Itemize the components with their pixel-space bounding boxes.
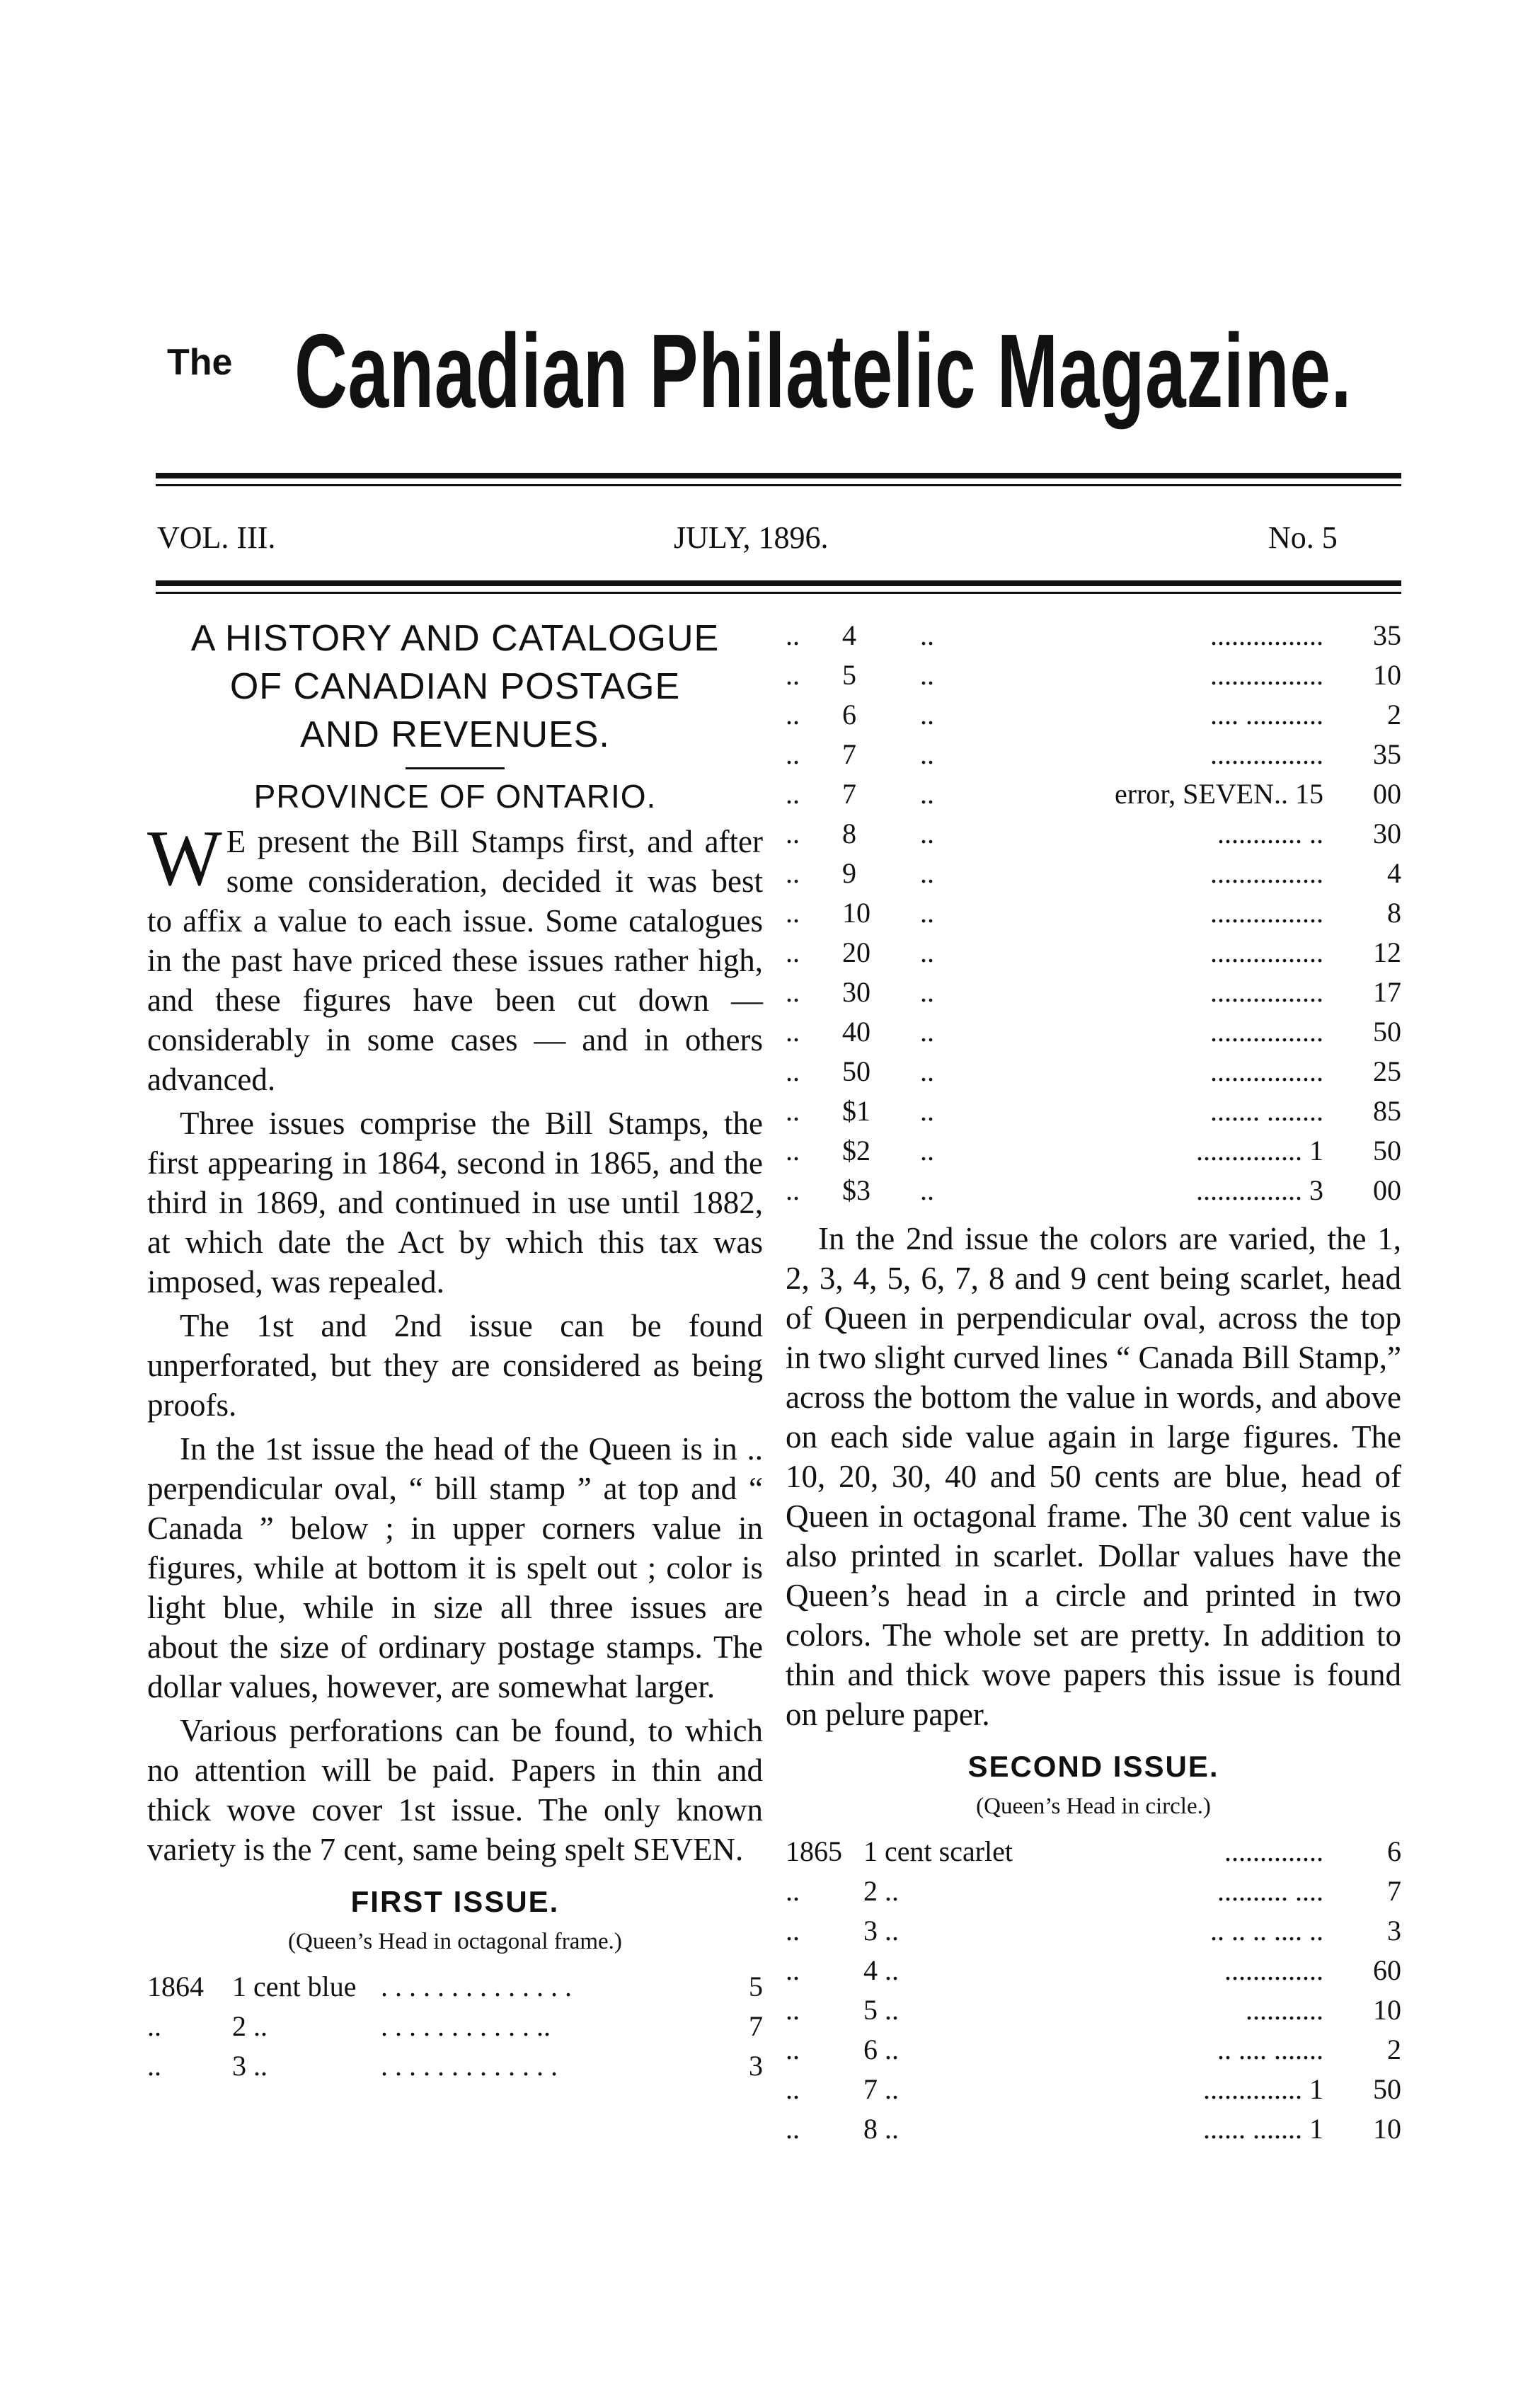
table-row — [786, 655, 1401, 695]
value-cell: 20 — [842, 936, 870, 968]
value-cell: 2 .. — [232, 2010, 268, 2042]
table-row — [786, 1990, 1401, 2030]
ditto-cell: .. — [920, 1055, 934, 1087]
ditto-cell: .. — [920, 778, 934, 810]
leader-cell: . . . . . . . . . . . .. — [381, 2010, 551, 2042]
table-row — [786, 695, 1401, 735]
year-cell: .. — [786, 1875, 800, 1907]
table-row — [786, 1832, 1401, 1871]
table-row — [786, 2109, 1401, 2149]
year-cell: 1864 — [147, 1971, 204, 2002]
ditto-cell: .. — [786, 738, 800, 770]
year-cell: .. — [786, 1994, 800, 2026]
ditto-cell: .. — [786, 1174, 800, 1206]
value-cell: 2 .. — [863, 1875, 899, 1907]
price-cell: 12 — [1373, 936, 1401, 968]
article-title-line-3: AND REVENUES. — [300, 714, 610, 755]
price-cell: 2 — [1387, 699, 1401, 730]
ditto-cell: .. — [920, 699, 934, 730]
paragraph-issues: Three issues comprise the Bill Stamps, the first appearing in 1864, second in 1865, and the third in 1869, and continued in use until 1882, at which date the Act by which this tax was imposed, was repealed. — [147, 1106, 763, 1300]
ditto-cell: .. — [920, 936, 934, 968]
year-cell: .. — [147, 2050, 161, 2082]
ditto-cell: .. — [920, 1135, 934, 1166]
price-cell: 85 — [1373, 1095, 1401, 1127]
masthead-title: Canadian Philatelic Magazine. — [294, 313, 1352, 430]
right-column — [786, 616, 1401, 2149]
price-cell: 3 — [749, 2050, 763, 2082]
table-row — [786, 854, 1401, 893]
leader-cell: .......... .... — [1217, 1875, 1323, 1907]
value-cell: 9 — [842, 857, 856, 889]
value-cell: 8 .. — [863, 2113, 899, 2145]
ditto-cell: .. — [920, 818, 934, 849]
price-cell: 5 — [749, 1971, 763, 2002]
ditto-cell: .. — [786, 619, 800, 651]
leader-cell: ................ — [1210, 936, 1323, 968]
leader-cell: .. .. .. .... .. — [1210, 1915, 1323, 1946]
ditto-cell: .. — [786, 778, 800, 810]
leader-cell: ...... ....... 1 — [1203, 2113, 1323, 2145]
article-title-line-2: OF CANADIAN POSTAGE — [229, 666, 681, 707]
price-cell: 50 — [1373, 1016, 1401, 1048]
first-issue-heading: FIRST ISSUE. — [350, 1885, 560, 1918]
leader-cell: ....... ........ — [1210, 1095, 1323, 1127]
paragraph-perforations: Various perforations can be found, to which no attention will be paid. Papers in thin and thick wove cover 1st issue. The only known variety is the 7 cent, same being spelt SEVEN. — [147, 1713, 763, 1867]
year-cell: .. — [147, 2010, 161, 2042]
first-issue-table — [147, 1967, 763, 2086]
leader-cell: error, SEVEN.. 15 — [1115, 778, 1323, 810]
paragraph-intro-text: E present the Bill Stamps first, and after some consideration, decided it was best to affix a value to each issue. Some catalogues in the past have priced these issues rather high, and these figures have been cut down — considerably in some cases — and in others advanced. — [147, 824, 763, 1097]
value-cell: 5 — [842, 659, 856, 691]
price-cell: 00 — [1373, 778, 1401, 810]
price-cell: 10 — [1373, 2113, 1401, 2145]
leader-cell: . . . . . . . . . . . . . . — [381, 1971, 572, 2002]
price-cell: 3 — [1387, 1915, 1401, 1946]
table-row — [786, 1911, 1401, 1951]
ditto-cell: .. — [920, 976, 934, 1008]
ditto-cell: .. — [920, 1174, 934, 1206]
leader-cell: .............. — [1224, 1835, 1323, 1867]
value-cell: 10 — [842, 897, 870, 929]
ditto-cell: .. — [920, 897, 934, 929]
value-cell: 1 cent blue — [232, 1971, 357, 2002]
year-cell: .. — [786, 2113, 800, 2145]
price-cell: 8 — [1387, 897, 1401, 929]
paragraph-intro — [147, 815, 763, 1099]
leader-cell: .... ........... — [1210, 699, 1323, 730]
leader-cell: .............. 1 — [1203, 2073, 1323, 2105]
leader-cell: ................ — [1210, 619, 1323, 651]
header-rule-thin — [156, 592, 1401, 594]
table-row — [786, 2030, 1401, 2070]
table-row — [786, 893, 1401, 933]
leader-cell: ................ — [1210, 897, 1323, 929]
leader-cell: ............... 1 — [1196, 1135, 1323, 1166]
second-issue-heading: SECOND ISSUE. — [967, 1750, 1219, 1783]
table-row — [147, 2046, 763, 2086]
paragraph-second-issue: In the 2nd issue the colors are varied, the 1, 2, 3, 4, 5, 6, 7, 8 and 9 cent being scarlet, head of Queen in perpendicular oval, across the top in two slight curved lines “ Canada Bill Stamp,” across the bottom the value in words, and above on each side value again in large figures. The 10, 20, 30, 40 and 50 cents are blue, head of Queen in octagonal frame. The 30 cent value is also printed in scarlet. Dollar values have the Queen’s head in a circle and printed in two colors. The whole set are pretty. In addition to thin and thick wove papers this issue is found on pelure paper. — [786, 1221, 1401, 1732]
value-cell: 50 — [842, 1055, 870, 1087]
value-cell: 40 — [842, 1016, 870, 1048]
ditto-cell: .. — [920, 1095, 934, 1127]
price-cell: 50 — [1373, 1135, 1401, 1166]
ditto-cell: .. — [920, 857, 934, 889]
price-cell: 25 — [1373, 1055, 1401, 1087]
table-row — [786, 2070, 1401, 2109]
second-issue-table — [786, 1832, 1401, 2149]
value-cell: 30 — [842, 976, 870, 1008]
ditto-cell: .. — [786, 659, 800, 691]
ditto-cell: .. — [920, 1016, 934, 1048]
ditto-cell: .. — [786, 1055, 800, 1087]
price-cell: 7 — [1387, 1875, 1401, 1907]
masthead-rule-thin — [156, 484, 1401, 486]
table-row — [786, 616, 1401, 655]
value-cell: 3 .. — [232, 2050, 268, 2082]
leader-cell: ................ — [1210, 857, 1323, 889]
ditto-cell: .. — [920, 738, 934, 770]
price-cell: 35 — [1373, 738, 1401, 770]
year-cell: .. — [786, 2073, 800, 2105]
leader-cell: ................ — [1210, 1055, 1323, 1087]
price-cell: 6 — [1387, 1835, 1401, 1867]
value-cell: 3 .. — [863, 1915, 899, 1946]
value-cell: 7 — [842, 738, 856, 770]
table-row — [786, 814, 1401, 854]
value-cell: 6 .. — [863, 2034, 899, 2065]
table-row — [786, 1052, 1401, 1091]
value-cell: 4 — [842, 619, 856, 651]
year-cell: 1865 — [786, 1835, 842, 1867]
ditto-cell: .. — [786, 897, 800, 929]
value-cell: 4 .. — [863, 1954, 899, 1986]
leader-cell: .. .... ....... — [1217, 2034, 1323, 2065]
volume-label: VOL. III. — [157, 520, 276, 555]
header-rule — [156, 580, 1401, 586]
ditto-cell: .. — [786, 857, 800, 889]
leader-cell: . . . . . . . . . . . . . — [381, 2050, 558, 2082]
article-title-line-1: A HISTORY AND CATALOGUE — [190, 618, 720, 659]
ditto-cell: .. — [786, 1016, 800, 1048]
price-cell: 10 — [1373, 1994, 1401, 2026]
ditto-cell: .. — [786, 1135, 800, 1166]
price-cell: 50 — [1373, 2073, 1401, 2105]
price-cell: 4 — [1387, 857, 1401, 889]
first-issue-subheading: (Queen’s Head in octagonal frame.) — [288, 1929, 622, 1954]
leader-cell: ........... — [1246, 1994, 1323, 2026]
price-cell: 10 — [1373, 659, 1401, 691]
ditto-cell: .. — [920, 659, 934, 691]
value-cell: 6 — [842, 699, 856, 730]
leader-cell: ................ — [1210, 1016, 1323, 1048]
price-cell: 7 — [749, 2010, 763, 2042]
paragraph-proofs: The 1st and 2nd issue can be found unperforated, but they are considered as being proofs. — [147, 1308, 763, 1423]
table-row — [786, 1091, 1401, 1131]
price-cell: 30 — [1373, 818, 1401, 849]
year-cell: .. — [786, 1954, 800, 1986]
leader-cell: ................ — [1210, 659, 1323, 691]
ditto-cell: .. — [786, 699, 800, 730]
ditto-cell: .. — [786, 976, 800, 1008]
table-row — [147, 1967, 763, 2007]
table-row — [786, 933, 1401, 973]
leader-cell: .............. — [1224, 1954, 1323, 1986]
value-cell: $2 — [842, 1135, 870, 1166]
leader-cell: ............... 3 — [1196, 1174, 1323, 1206]
value-cell: 1 cent scarlet — [863, 1835, 1013, 1867]
table-row — [786, 1871, 1401, 1911]
table-row — [147, 2007, 763, 2046]
section-province: PROVINCE OF ONTARIO. — [253, 778, 657, 815]
leader-cell: ............ .. — [1217, 818, 1323, 849]
value-cell: $3 — [842, 1174, 870, 1206]
leader-cell: ................ — [1210, 738, 1323, 770]
ditto-cell: .. — [786, 1095, 800, 1127]
price-cell: 00 — [1373, 1174, 1401, 1206]
drop-cap: W — [147, 815, 222, 902]
table-row — [786, 1951, 1401, 1990]
table-row — [786, 1171, 1401, 1210]
table-row — [786, 774, 1401, 814]
first-issue-continued-table — [786, 616, 1401, 1210]
price-cell: 2 — [1387, 2034, 1401, 2065]
ditto-cell: .. — [920, 619, 934, 651]
price-cell: 60 — [1373, 1954, 1401, 1986]
masthead-rule — [156, 473, 1401, 478]
value-cell: 8 — [842, 818, 856, 849]
value-cell: 7 — [842, 778, 856, 810]
value-cell: 5 .. — [863, 1994, 899, 2026]
leader-cell: ................ — [1210, 976, 1323, 1008]
ditto-cell: .. — [786, 936, 800, 968]
table-row — [786, 1012, 1401, 1052]
title-divider — [406, 767, 505, 769]
table-row — [786, 735, 1401, 774]
second-issue-subheading: (Queen’s Head in circle.) — [976, 1794, 1211, 1819]
issue-date: JULY, 1896. — [674, 520, 829, 555]
table-row — [786, 1131, 1401, 1171]
value-cell: 7 .. — [863, 2073, 899, 2105]
value-cell: $1 — [842, 1095, 870, 1127]
left-column — [147, 614, 763, 2086]
price-cell: 35 — [1373, 619, 1401, 651]
table-row — [786, 973, 1401, 1012]
price-cell: 17 — [1373, 976, 1401, 1008]
ditto-cell: .. — [786, 818, 800, 849]
year-cell: .. — [786, 1915, 800, 1946]
year-cell: .. — [786, 2034, 800, 2065]
paragraph-first-issue: In the 1st issue the head of the Queen is in .. perpendicular oval, “ bill stamp ” at top and “ Canada ” below ; in upper corners value in figures, while at bottom it is spelt out ; color is light blue, while in size all three issues are about the size of ordinary postage stamps. The dollar values, however, are somewhat larger. — [147, 1431, 763, 1704]
issue-number: No. 5 — [1268, 520, 1338, 555]
masthead-the: The — [167, 342, 233, 383]
